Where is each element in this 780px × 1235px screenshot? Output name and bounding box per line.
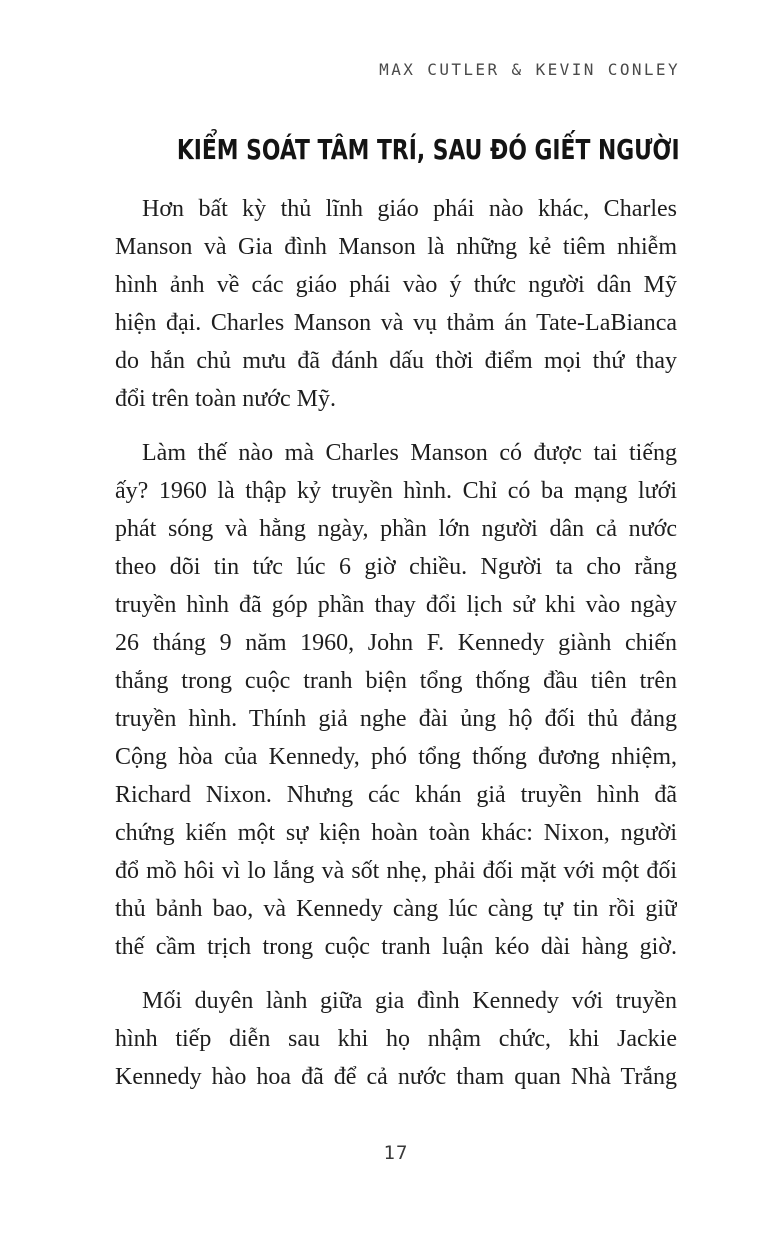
- body-text: [115, 190, 677, 1112]
- text-line: theo dõi tin tức lúc 6 giờ chiều. Người ta cho rằng: [115, 554, 677, 580]
- text-line: truyền hình. Thính giả nghe đài ủng hộ đối thủ đảng: [115, 706, 677, 732]
- text-line: thế cầm trịch trong cuộc tranh luận kéo dài hàng giờ.: [115, 934, 677, 960]
- paragraph: [115, 434, 677, 966]
- text-line: truyền hình đã góp phần thay đổi lịch sử khi vào ngày: [115, 592, 677, 618]
- text-line: Cộng hòa của Kennedy, phó tổng thống đương nhiệm,: [115, 744, 677, 770]
- text-line: thủ bảnh bao, và Kennedy càng lúc càng tự tin rồi giữ: [115, 896, 677, 922]
- text-line: thắng trong cuộc tranh biện tổng thống đầu tiên trên: [115, 668, 677, 694]
- text-line: đổ mồ hôi vì lo lắng và sốt nhẹ, phải đối mặt với một đối: [115, 858, 677, 884]
- text-line: ấy? 1960 là thập kỷ truyền hình. Chỉ có ba mạng lưới: [115, 478, 677, 504]
- text-line: Richard Nixon. Nhưng các khán giả truyền hình đã: [115, 782, 677, 808]
- text-line: Manson và Gia đình Manson là những kẻ tiêm nhiễm: [115, 234, 677, 260]
- chapter-heading: KIỂM SOÁT TÂM TRÍ, SAU ĐÓ GIẾT NGƯỜI: [176, 133, 680, 166]
- text-line: hình tiếp diễn sau khi họ nhậm chức, khi Jackie: [115, 1026, 677, 1052]
- text-line: hiện đại. Charles Manson và vụ thảm án Tate-LaBianca: [115, 310, 677, 336]
- text-line: Hơn bất kỳ thủ lĩnh giáo phái nào khác, Charles: [142, 196, 677, 222]
- text-line: Kennedy hào hoa đã để cả nước tham quan Nhà Trắng: [115, 1064, 677, 1090]
- paragraph: [115, 982, 677, 1096]
- text-line: phát sóng và hằng ngày, phần lớn người dân cả nước: [115, 516, 677, 542]
- text-line: hình ảnh về các giáo phái vào ý thức người dân Mỹ: [115, 272, 677, 298]
- text-line: do hắn chủ mưu đã đánh dấu thời điểm mọi thứ thay: [115, 348, 677, 374]
- text-line: Mối duyên lành giữa gia đình Kennedy với truyền: [142, 988, 677, 1014]
- text-line: đổi trên toàn nước Mỹ.: [115, 386, 336, 412]
- paragraph: [115, 190, 677, 418]
- text-line: 26 tháng 9 năm 1960, John F. Kennedy giành chiến: [115, 630, 677, 656]
- text-line: chứng kiến một sự kiện hoàn toàn khác: Nixon, người: [115, 820, 677, 846]
- page-number: 17: [383, 1142, 409, 1164]
- running-head-authors: MAX CUTLER & KEVIN CONLEY: [379, 60, 680, 79]
- text-line: Làm thế nào mà Charles Manson có được tai tiếng: [142, 440, 677, 466]
